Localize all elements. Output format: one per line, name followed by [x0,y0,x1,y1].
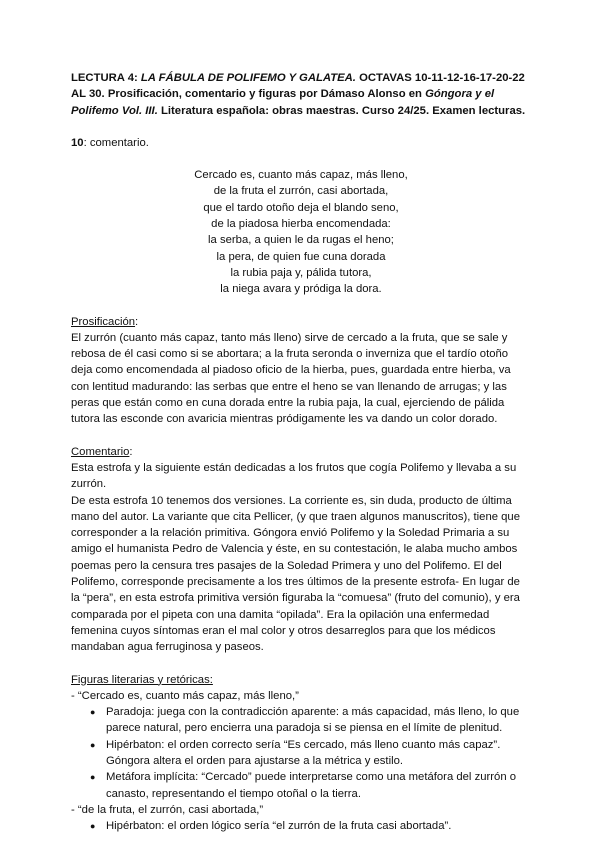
poem-line: la niega avara y pródiga la dora. [220,283,382,296]
bullet-icon: ● [90,739,96,750]
comentario-heading: Comentario: [71,445,133,458]
figura-list [71,818,531,834]
poem-line: Cercado es, cuanto más capaz, más lleno, [194,169,408,182]
section-label: : comentario. [83,136,149,149]
title-part: Literatura española: obras maestras. Curso 24/25. Examen lecturas. [157,104,526,117]
title-work: LA FÁBULA DE POLIFEMO Y GALATEA. [140,72,356,84]
prosificacion-text: El zurrón (cuanto más capaz, tanto más lleno) sirve de cercado a la fruta, que se sale y rebosa de él casi como si se abortara; a la fruta seronda o invernizа que el tardío otoño deja como encomendada al piadoso oficio de la hierba, pues, guardada entre hierba, va con lentitud madurando: las serbas que entre el heno se van llenando de arrugas; y las peras que están como en cuna dorada entre la rubia paja, la cual, ejerciendo de pálida tutora las esconde con avaricia mientras pródigamente les va dando un color dorado. [71,331,511,426]
section-number: 10 [71,136,84,149]
bullet-icon: ● [90,707,96,718]
figuras-heading: Figuras literarias y retóricas: [71,673,213,686]
figura-quote: - “Cercado es, cuanto más capaz, más lleno,” [71,689,299,702]
list-item: ● Metáfora implícita: “Cercado” puede interpretarse como una metáfora del zurrón o canasto, representando el tiempo otoñal o la tierra. [90,771,517,800]
bullet-icon: ● [90,821,96,832]
title-book: Góngora y el Polifemo Vol. III. [71,88,495,117]
figura-list [71,704,531,802]
title-part: LECTURA 4: [71,72,141,84]
poem-line: la serba, a quien le da rugas el heno; [208,234,394,247]
comentario-paragraph: De esta estrofa 10 tenemos dos versiones. La corriente es, sin duda, producto de última mano del autor. La variante que cita Pellicer, (y que traen algunos manuscritos), tiene que corresponder a la relación primitiva. Góngora envió Polifemo y la Soledad Primaria a su amigo el humanista Pedro de Valencia y éste, en su contestación, le alaba mucho ambos poemas pero la censura tres pasajes de la Soledad Primera y uno del Polifemo. El del Polifemo, corresponde precisamente a los tres últimos de la presente estrofa- En lugar de la “pera”, en esta estrofa primitiva versión figuraba la “comuesa” (fruto del comunio), y era comparada por el pipeta con una damita “opilada”. Era la opilación una enfermedad femenina cuyos síntomas eran el mal color y otros desarreglos para que los médicos mandaban agua ferruginosa y paseos. [71,494,521,654]
figura-quote: - “de la fruta, el zurrón, casi abortada,” [71,803,264,816]
section-heading [71,135,531,151]
poem-line: que el tardo otoño deja el blando seno, [203,201,399,214]
document-page [71,70,531,834]
title-part: OCTAVAS 10-11-12-16-17-20-22 AL 30. Prosificación, comentario y figuras por Dámaso Alonso en [71,72,525,101]
bullet-icon: ● [90,772,96,783]
list-item: ● Hipérbaton: el orden correcto sería “Es cercado, más lleno cuanto más capaz”. Góngora altera el orden para ajustarse a la métrica y estilo. [90,738,501,767]
list-item: ● Hipérbaton: el orden lógico sería “el zurrón de la fruta casi abortada”. [106,818,531,834]
prosificacion-heading: Prosificación: [71,315,139,328]
poem-stanza [71,167,531,297]
list-item: ● Paradoja: juega con la contradicción aparente: a más capacidad, más lleno, lo que parece natural, pero encierra una paradoja si se piensa en el límite de plenitud. [90,706,520,735]
document-title [71,70,531,119]
poem-line: de la fruta el zurrón, casi abortada, [213,185,389,198]
poem-line: la pera, de quien fue cuna dorada [216,250,386,263]
comentario-paragraph: Esta estrofa y la siguiente están dedicadas a los frutos que cogía Polifemo y llevaba a su zurrón. [71,461,517,491]
poem-line: de la piadosa hierba encomendada: [211,218,391,231]
poem-line: la rubia paja y, pálida tutora, [230,266,372,279]
